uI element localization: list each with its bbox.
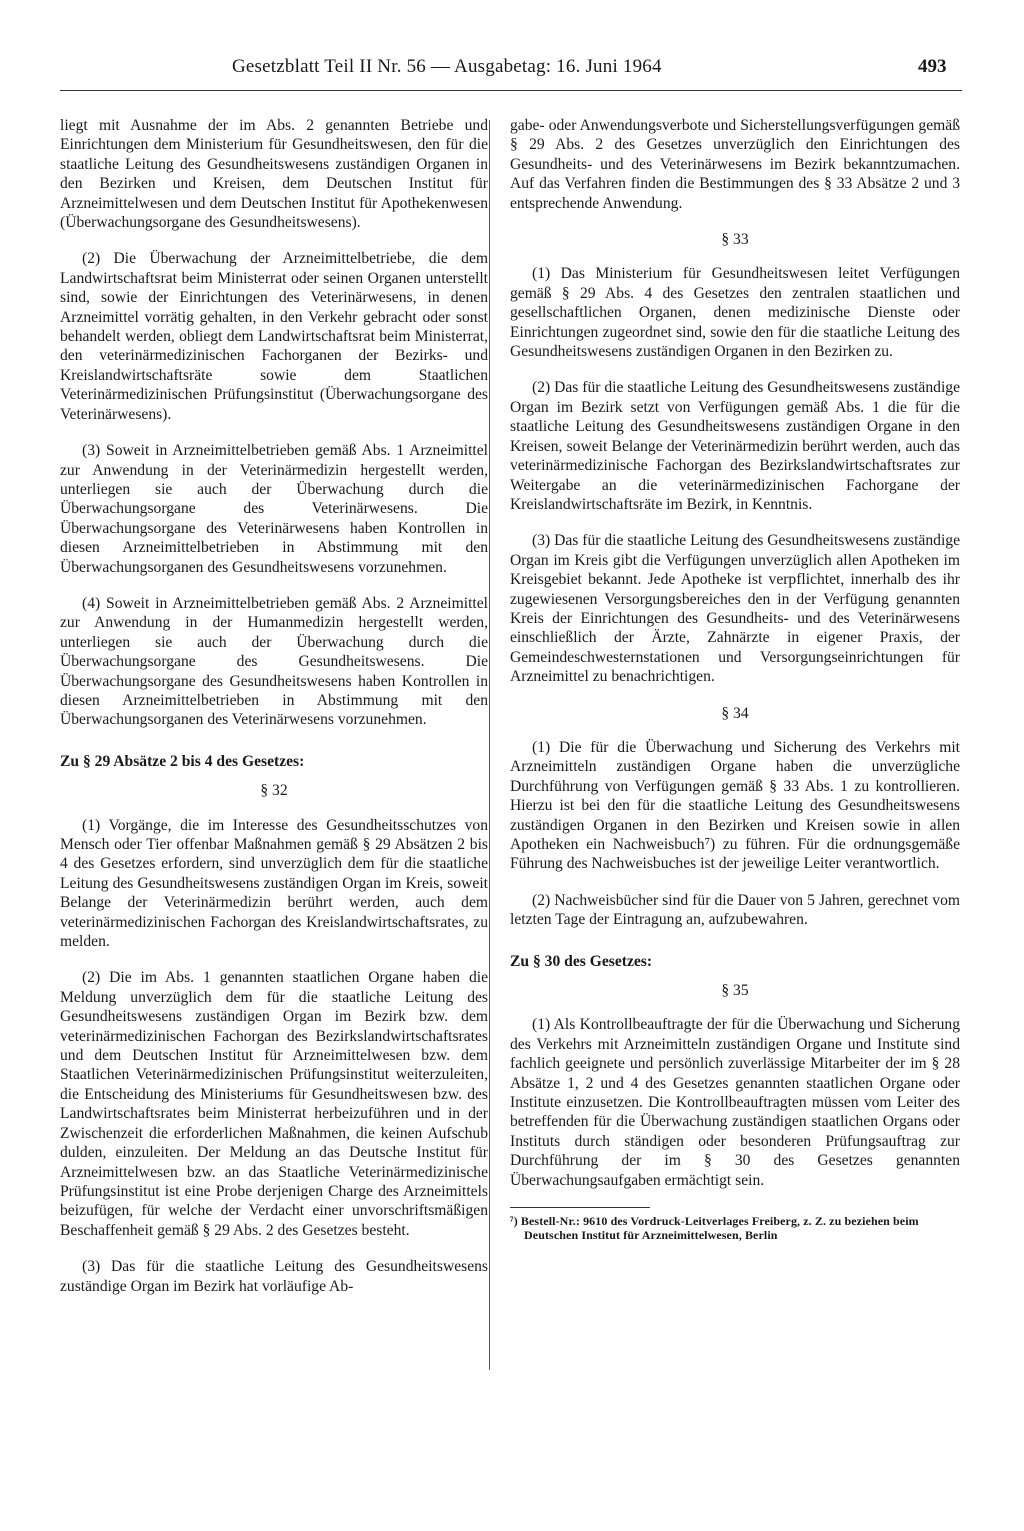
- footnote-7: ⁷) Bestell-Nr.: 9610 des Vordruck-Leitverlages Freiberg, z. Z. zu beziehen beim Deutschen Institut für Arzneimittelwesen, Berlin: [510, 1214, 919, 1243]
- section-32-paragraph-2: (2) Die im Abs. 1 genannten staatlichen Organe haben die Meldung unverzüglich dem für die staatliche Leitung des Gesundheitswesens zuständigen Organ im Bezirk bzw. dem veterinärmedizinischen Fachorgan des Bezirkslandwirtschaftsrates und dem Deutschen Institut für Arzneimittelwesen bzw. dem Staatlichen Veterinärmedizinischen Prüfungsinstitut weiterzuleiten, die Entscheidung des Ministeriums für Gesundheitswesen bzw. des Landwirtschaftsrates beim Ministerrat herbeizuführen und in der Zwischenzeit die erforderlichen Maßnahmen, die keinen Aufschub dulden, einzuleiten. Der Meldung an das Deutsche Institut für Arzneimittelwesen bzw. an das Staatliche Veterinärmedizinische Prüfungsinstitut ist eine Probe derjenigen Charge des Arzneimittels beizufügen, für welche der Verdacht einer unvorschriftsmäßigen Beschaffenheit gemäß § 29 Abs. 2 des Gesetzes besteht.: [60, 969, 488, 1239]
- column-divider: [489, 120, 490, 1370]
- page-number: 493: [918, 56, 947, 77]
- header-rule: [60, 90, 962, 91]
- left-column: [60, 116, 488, 1313]
- section-34-paragraph-1: (1) Die für die Überwachung und Sicherung des Verkehrs mit Arzneimitteln zuständigen Organe haben die unverzügliche Durchführung von Verfügungen gemäß § 33 Abs. 1 zu kontrollieren. Hierzu ist bei den für die staatliche Leitung des Gesundheitswesens zuständigen Organen in den Bezirken und Kreisen sowie in allen Apotheken ein Nachweisbuch⁷) zu führen. Für die ordnungsgemäße Führung des Nachweisbuches ist der jeweilige Leiter verantwortlich.: [510, 738, 960, 873]
- paragraph-continued: gabe- oder Anwendungsverbote und Sicherstellungsverfügungen gemäß § 29 Abs. 2 des Gesetzes unverzüglich den Einrichtungen des Gesundheits- und des Veterinärwesens im Bezirk bekanntzumachen. Auf das Verfahren finden die Bestimmungen des § 33 Absätze 2 und 3 entsprechende Anwendung.: [510, 117, 960, 212]
- section-32-paragraph-1: (1) Vorgänge, die im Interesse des Gesundheitsschutzes von Mensch oder Tier offenbar Maßnahmen gemäß § 29 Absätzen 2 bis 4 des Gesetzes erfordern, sind unverzüglich dem für die staatliche Leitung des Gesundheitswesens zuständigen Organ im Kreis, soweit Belange der Veterinärmedizin berührt werden, auch dem veterinärmedizinischen Fachorgan des Kreislandwirtschaftsrates, zu melden.: [60, 816, 488, 951]
- section-35-paragraph-1: (1) Als Kontrollbeauftragte der für die Überwachung und Sicherung des Verkehrs mit Arzneimitteln zuständigen Organe und Institute sind fachlich geeignete und persönlich zuverlässige Mitarbeiter der im § 28 Absätze 1, 2 und 4 des Gesetzes genannten staatlichen Organe oder Institute einzusetzen. Die Kontrollbeauftragten müssen vom Leiter des betreffenden für die Überwachung zuständigen staatlichen Organs oder Instituts durch ständigen oder besonderen Prüfungsauftrag zur Durchführung der im § 30 des Gesetzes genannten Überwachungsaufgaben ermächtigt sein.: [510, 1016, 960, 1189]
- section-35-heading: § 35: [721, 982, 749, 1000]
- section-33-paragraph-2: (2) Das für die staatliche Leitung des Gesundheitswesens zuständige Organ im Bezirk setzt von Verfügungen gemäß Abs. 1 die für die staatliche Leitung des Gesundheitswesens zuständigen Organe in den Kreisen, soweit Belange der Veterinärmedizin berührt werden, auch das veterinärmedizinische Fachorgan des Bezirkslandwirtschaftsrates zur Weitergabe an die veterinärmedizinischen Fachorgane der Kreislandwirtschaftsräte im Bezirk, in Kenntnis.: [510, 379, 960, 513]
- section-32-heading: § 32: [260, 782, 288, 800]
- section-33-heading: § 33: [721, 231, 749, 249]
- section-33-paragraph-3: (3) Das für die staatliche Leitung des Gesundheitswesens zuständige Organ im Kreis gibt die Verfügungen unverzüglich allen Apotheken im Kreisgebiet bekannt. Jede Apotheke ist verpflichtet, innerhalb des ihr zugewiesenen Versorgungsbereiches den in der Verfügung genannten Kreis der Einrichtungen des Gesundheits- und des Veterinärwesens einschließlich der Ärzte, Zahnärzte in eigener Praxis, der Gemeindeschwesternstationen und Versorgungseinrichtungen für Arzneimittel zu benachrichtigen.: [510, 532, 960, 686]
- section-33-paragraph-1: (1) Das Ministerium für Gesundheitswesen leitet Verfügungen gemäß § 29 Abs. 4 des Gesetzes den zentralen staatlichen und gesellschaftlichen Organen, denen medizinische Dienste oder Einrichtungen zugeordnet sind, sowie den für die staatliche Leitung des Gesundheitswesens zuständigen Organen in den Bezirken zu.: [510, 265, 960, 361]
- heading-zu-30: Zu § 30 des Gesetzes:: [510, 952, 653, 970]
- paragraph-4: (4) Soweit in Arzneimittelbetrieben gemäß Abs. 2 Arzneimittel zur Anwendung in der Humanmedizin hergestellt werden, unterliegen sie auch der Überwachung durch die Überwachungsorgane des Gesundheitswesens. Die Überwachungsorgane des Gesundheitswesens haben Kontrollen in diesen Arzneimittelbetrieben in Abstimmung mit den Überwachungsorganen des Veterinärwesens vorzunehmen.: [60, 594, 488, 729]
- section-32-paragraph-3: (3) Das für die staatliche Leitung des Gesundheitswesens zuständige Organ im Bezirk hat vorläufige Ab-: [60, 1258, 488, 1295]
- footnote-rule: [510, 1207, 650, 1208]
- section-34-paragraph-2: (2) Nachweisbücher sind für die Dauer von 5 Jahren, gerechnet vom letzten Tage der Eintragung an, aufzubewahren.: [510, 891, 960, 929]
- section-34-heading: § 34: [721, 704, 749, 722]
- right-column: [510, 116, 960, 1242]
- paragraph-intro: liegt mit Ausnahme der im Abs. 2 genannten Betriebe und Einrichtungen dem Ministerium für Gesundheitswesen, den für die staatliche Leitung des Gesundheitswesens zuständigen Organen in den Bezirken und Kreisen, dem Deutschen Institut für Arzneimittelwesen und dem Deutschen Institut für Apothekenwesen (Überwachungsorgane des Gesundheitswesens).: [60, 117, 488, 232]
- page-header: [0, 40, 1024, 80]
- header-title: Gesetzblatt Teil II Nr. 56 — Ausgabetag: 16. Juni 1964: [232, 56, 662, 77]
- heading-zu-29: Zu § 29 Absätze 2 bis 4 des Gesetzes:: [60, 752, 305, 770]
- paragraph-3: (3) Soweit in Arzneimittelbetrieben gemäß Abs. 1 Arzneimittel zur Anwendung in der Veterinärmedizin hergestellt werden, unterliegen sie auch der Überwachung durch die Überwachungsorgane des Veterinärwesens. Die Überwachungsorgane des Veterinärwesens haben Kontrollen in diesen Arzneimittelbetrieben in Abstimmung mit den Überwachungsorganen des Gesundheitswesens vorzunehmen.: [60, 442, 488, 576]
- paragraph-2: (2) Die Überwachung der Arzneimittelbetriebe, die dem Landwirtschaftsrat beim Ministerrat oder seinen Organen unterstellt sind, sowie der Einrichtungen des Veterinärwesens, in denen Arzneimittel vorrätig gehalten, in den Verkehr gebracht oder sonst behandelt werden, obliegt dem Landwirtschaftsrat beim Ministerrat, den veterinärmedizinischen Fachorganen der Bezirks- und Kreislandwirtschaftsräte sowie dem Staatlichen Veterinärmedizinischen Prüfungsinstitut (Überwachungsorgane des Veterinärwesens).: [60, 250, 488, 423]
